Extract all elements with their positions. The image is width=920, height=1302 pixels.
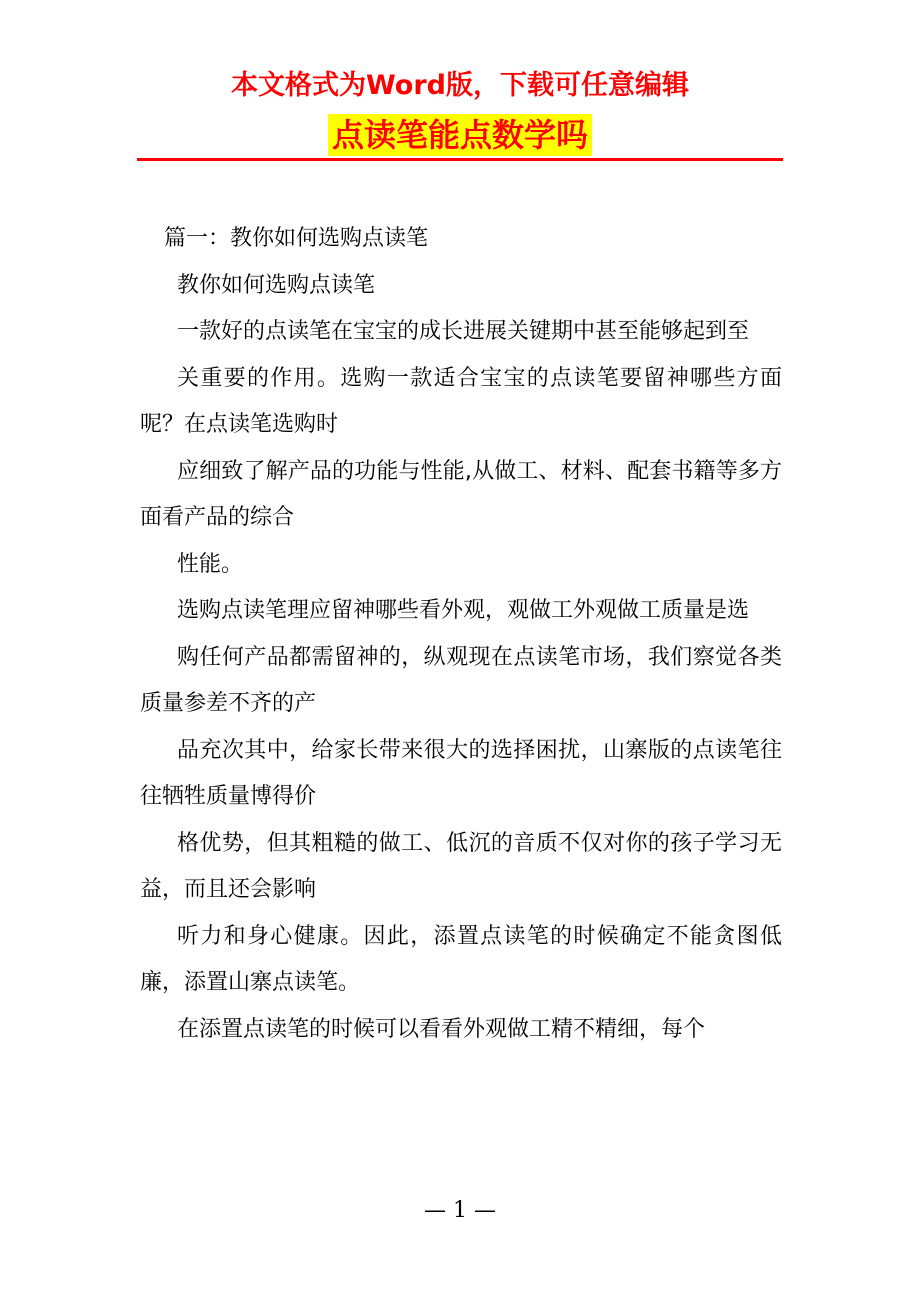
paragraph: 格优势，但其粗糙的做工、低沉的音质不仅对你的孩子学习无益，而且还会影响 [140,830,782,902]
section-heading: 篇一：教你如何选购点读笔 [164,226,429,251]
page-number: — 1 — [424,1198,496,1223]
paragraph: 品充次其中，给家长带来很大的选择困扰，山寨版的点读笔往往牺牲质量博得价 [140,737,782,809]
paragraph: 教你如何选购点读笔 [177,272,376,298]
title-container [0,114,920,156]
paragraph: 性能。 [177,551,244,577]
paragraph: 听力和身心健康。因此，添置点读笔的时候确定不能贪图低廉，添置山寨点读笔。 [140,923,782,995]
paragraph: 在添置点读笔的时候可以看看外观做工精不精细，每个 [177,1016,706,1042]
document-title: 点读笔能点数学吗 [328,114,592,156]
paragraph: 选购点读笔理应留神哪些看外观，观做工外观做工质量是选 [177,598,750,623]
paragraph: 应细致了解产品的功能与性能,从做工、材料、配套书籍等多方面看产品的综合 [140,458,782,530]
paragraph: 一款好的点读笔在宝宝的成长进展关键期中甚至能够起到至 [177,319,750,344]
title-divider [137,158,783,161]
document-body [140,216,782,1053]
paragraph: 关重要的作用。选购一款适合宝宝的点读笔要留神哪些方面呢？在点读笔选购时 [140,365,782,437]
format-banner: 本文格式为Word版，下载可任意编辑 [230,70,689,101]
paragraph: 购任何产品都需留神的，纵观现在点读笔市场，我们察觉各类质量参差不齐的产 [140,644,782,716]
